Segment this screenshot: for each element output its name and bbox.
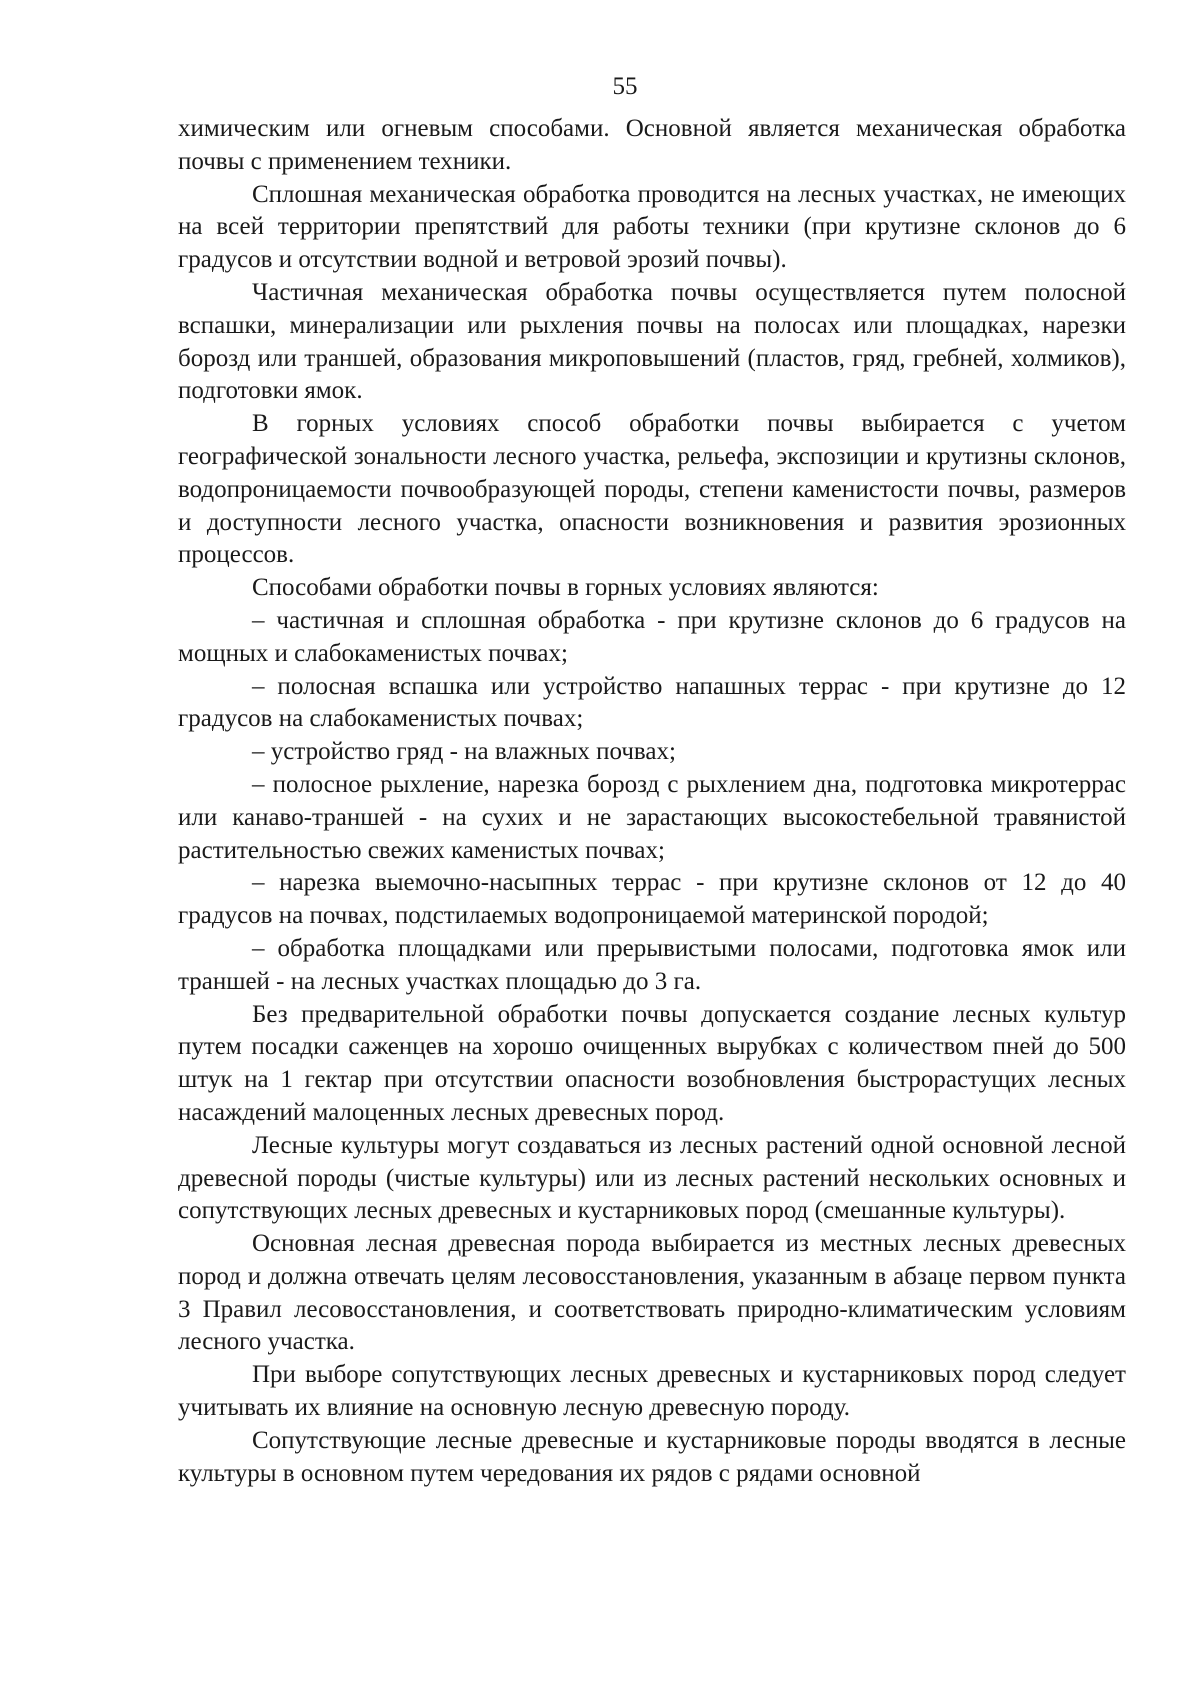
list-item: – полосное рыхление, нарезка борозд с рыхлением дна, подготовка микротеррас или канаво-траншей - на сухих и не зарастающих высокостебельной травянистой растительностью свежих каменистых почвах; [178,770,1126,864]
paragraph: Способами обработки почвы в горных условиях являются: [252,574,879,602]
paragraph: При выборе сопутствующих лесных древесных и кустарниковых пород следует учитывать их влияние на основную лесную древесную породу. [178,1361,1126,1422]
list-item: – частичная и сплошная обработка - при крутизне склонов до 6 градусов на мощных и слабокаменистых почвах; [178,606,1126,667]
paragraph-continuation: химическим или огневым способами. Основной является механическая обработка почвы с применением техники. [178,115,1126,175]
page-number: 55 [612,73,638,100]
paragraph: Основная лесная древесная порода выбирается из местных лесных древесных пород и должна отвечать целям лесовосстановления, указанным в абзаце первом пункта 3 Правил лесовосстановления, и соответствовать природно-климатическим условиям лесного участка. [178,1230,1126,1356]
paragraph: Лесные культуры могут создаваться из лесных растений одной основной лесной древесной породы (чистые культуры) или из лесных растений нескольких основных и сопутствующих лесных древесных и кустарниковых пород (смешанные культуры). [178,1131,1126,1225]
list-item: – полосная вспашка или устройство напашных террас - при крутизне до 12 градусов на слабокаменистых почвах; [178,672,1126,733]
list-item: – устройство гряд - на влажных почвах; [252,738,676,766]
paragraph: В горных условиях способ обработки почвы выбирается с учетом географической зональности лесного участка, рельефа, экспозиции и крутизны склонов, водопроницаемости почвообразующей породы, степени каменистости почвы, размеров и доступности лесного участка, опасности возникновения и развития эрозионных процессов. [178,410,1126,569]
paragraph: Сопутствующие лесные древесные и кустарниковые породы вводятся в лесные культуры в основном путем чередования их рядов с рядами основной [178,1426,1126,1487]
page-body [178,113,1126,1490]
list-item: – обработка площадками или прерывистыми полосами, подготовка ямок или траншей - на лесных участках площадью до 3 га. [178,934,1126,995]
list-item: – нарезка выемочно-насыпных террас - при крутизне склонов от 12 до 40 градусов на почвах, подстилаемых водопроницаемой материнской породой; [178,869,1126,930]
paragraph: Без предварительной обработки почвы допускается создание лесных культур путем посадки саженцев на хорошо очищенных вырубках с количеством пней до 500 штук на 1 гектар при отсутствии опасности возобновления быстрорастущих лесных насаждений малоценных лесных древесных пород. [178,1000,1126,1126]
paragraph: Частичная механическая обработка почвы осуществляется путем полосной вспашки, минерализации или рыхления почвы на полосах или площадках, нарезки борозд или траншей, образования микроповышений (пластов, гряд, гребней, холмиков), подготовки ямок. [178,278,1126,405]
paragraph: Сплошная механическая обработка проводится на лесных участках, не имеющих на всей территории препятствий для работы техники (при крутизне склонов до 6 градусов и отсутствии водной и ветровой эрозий почвы). [178,180,1126,274]
